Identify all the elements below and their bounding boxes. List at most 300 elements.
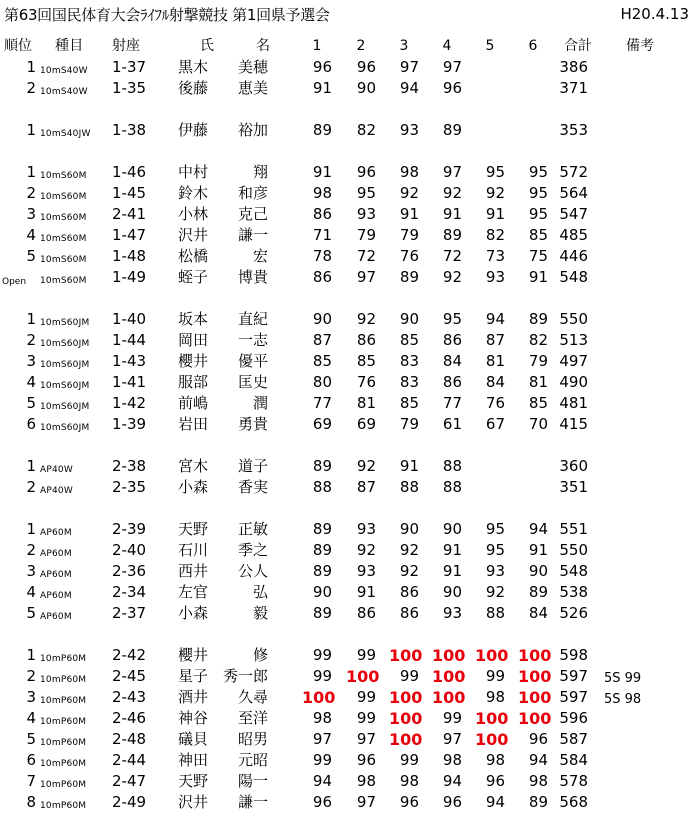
score-cell: 80 (312, 373, 332, 391)
name-family: 酒井 (178, 688, 209, 706)
score-cell: 79 (399, 226, 419, 244)
event-cell: 10mS60JM (40, 318, 90, 328)
total-cell: 564 (559, 184, 588, 202)
event-cell: 10mS40JW (40, 129, 91, 139)
rank-cell: 6 (26, 751, 36, 769)
name-family: 小森 (178, 604, 209, 622)
rank-cell: 5 (26, 394, 36, 412)
score-cell: 91 (485, 205, 505, 223)
total-cell: 550 (559, 541, 588, 559)
name-given: 久尋 (237, 688, 268, 706)
score-cell: 100 (389, 646, 423, 665)
rank-cell: 4 (26, 373, 36, 391)
score-cell: 91 (312, 163, 332, 181)
slot-cell: 1-35 (112, 79, 147, 97)
score-cell: 91 (528, 268, 548, 286)
score-cell: 79 (399, 415, 419, 433)
score-cell: 93 (356, 520, 376, 538)
total-cell: 551 (559, 520, 588, 538)
score-cell: 81 (485, 352, 505, 370)
rank-cell: 4 (26, 709, 36, 727)
score-cell: 73 (485, 247, 505, 265)
rank-cell: 2 (26, 79, 36, 97)
score-cell: 92 (399, 562, 419, 580)
score-cell: 89 (442, 226, 462, 244)
header-series-3: 3 (399, 38, 409, 54)
rank-cell: 1 (26, 163, 36, 181)
name-family: 中村 (178, 163, 209, 181)
group-spacer (0, 624, 693, 645)
name-family: 岡田 (178, 331, 209, 349)
slot-cell: 2-38 (112, 457, 147, 475)
name-cell (178, 269, 268, 286)
name-family: 岩田 (178, 415, 209, 433)
name-family: 沢井 (178, 226, 209, 244)
slot-cell: 1-46 (112, 163, 147, 181)
score-cell: 99 (399, 751, 419, 769)
score-cell: 99 (312, 646, 332, 664)
score-cell: 88 (442, 457, 462, 475)
name-cell (178, 479, 268, 496)
table-row (0, 603, 693, 624)
event-cell: 10mS40W (40, 87, 88, 97)
score-cell: 100 (432, 688, 466, 707)
score-cell: 91 (442, 562, 462, 580)
total-cell: 548 (559, 562, 588, 580)
score-cell: 99 (312, 667, 332, 685)
score-cell: 86 (312, 268, 332, 286)
name-cell (178, 773, 268, 790)
total-cell: 547 (559, 205, 588, 223)
score-cell: 87 (485, 331, 505, 349)
table-row (0, 540, 693, 561)
total-cell: 568 (559, 793, 588, 811)
name-cell (178, 794, 268, 811)
score-cell: 91 (399, 205, 419, 223)
score-cell: 89 (312, 520, 332, 538)
total-cell: 584 (559, 751, 588, 769)
score-cell: 87 (312, 331, 332, 349)
rank-cell: 3 (26, 562, 36, 580)
name-cell (178, 206, 268, 223)
table-row (0, 666, 693, 687)
score-cell: 99 (312, 751, 332, 769)
score-cell: 99 (356, 709, 376, 727)
table-row (0, 645, 693, 666)
event-cell: AP60M (40, 612, 72, 622)
table-row (0, 750, 693, 771)
name-cell (178, 80, 268, 97)
slot-cell: 1-48 (112, 247, 147, 265)
score-cell: 92 (356, 457, 376, 475)
score-cell: 85 (528, 226, 548, 244)
event-cell: 10mS60M (40, 234, 87, 244)
score-cell: 94 (528, 520, 548, 538)
score-cell: 98 (312, 709, 332, 727)
name-family: 松橋 (178, 247, 209, 265)
score-cell: 94 (399, 79, 419, 97)
total-cell: 526 (559, 604, 588, 622)
total-cell: 587 (559, 730, 588, 748)
score-cell: 85 (312, 352, 332, 370)
name-family: 黒木 (178, 58, 209, 76)
name-family: 後藤 (178, 79, 209, 97)
score-cell: 85 (399, 394, 419, 412)
score-cell: 89 (528, 583, 548, 601)
header-name-given: 名 (256, 38, 270, 54)
rank-cell: 5 (26, 604, 36, 622)
header-series-5: 5 (485, 38, 495, 54)
score-cell: 88 (442, 478, 462, 496)
table-row (0, 351, 693, 372)
table-row (0, 372, 693, 393)
total-cell: 371 (559, 79, 588, 97)
score-cell: 76 (485, 394, 505, 412)
slot-cell: 2-41 (112, 205, 147, 223)
score-cell: 83 (399, 373, 419, 391)
score-cell: 92 (442, 268, 462, 286)
rank-cell: 2 (26, 541, 36, 559)
total-cell: 596 (559, 709, 588, 727)
name-given: 直紀 (237, 310, 268, 328)
name-family: 櫻井 (178, 646, 209, 664)
name-given: 翔 (252, 163, 268, 181)
score-cell: 94 (485, 310, 505, 328)
score-cell: 93 (442, 604, 462, 622)
name-given: 道子 (237, 457, 268, 475)
score-cell: 78 (312, 247, 332, 265)
score-cell: 91 (399, 457, 419, 475)
rank-cell: 5 (26, 247, 36, 265)
score-cell: 100 (302, 688, 336, 707)
header-rank: 順位 (4, 38, 32, 54)
score-cell: 100 (389, 730, 423, 749)
header-note: 備考 (626, 38, 654, 54)
score-cell: 95 (356, 184, 376, 202)
event-cell: 10mS60JM (40, 339, 90, 349)
score-cell: 75 (528, 247, 548, 265)
event-cell: AP40W (40, 486, 73, 496)
score-cell: 88 (485, 604, 505, 622)
score-cell: 95 (528, 184, 548, 202)
rank-cell: Open (2, 277, 27, 287)
score-cell: 91 (442, 541, 462, 559)
event-cell: 10mP60M (40, 759, 87, 769)
table-row (0, 687, 693, 708)
event-date: H20.4.13 (620, 5, 689, 23)
score-cell: 91 (442, 205, 462, 223)
score-cell: 100 (389, 688, 423, 707)
score-cell: 99 (356, 646, 376, 664)
score-cell: 96 (528, 730, 548, 748)
score-cell: 95 (485, 541, 505, 559)
name-given: 和彦 (237, 184, 268, 202)
event-cell: 10mP60M (40, 675, 87, 685)
score-cell: 92 (485, 583, 505, 601)
name-family: 前嶋 (178, 394, 209, 412)
score-cell: 96 (442, 793, 462, 811)
event-cell: AP60M (40, 528, 72, 538)
score-cell: 94 (528, 751, 548, 769)
table-row (0, 330, 693, 351)
table-row (0, 120, 693, 141)
name-cell (178, 647, 268, 664)
score-cell: 99 (485, 667, 505, 685)
score-cell: 100 (518, 667, 552, 686)
score-cell: 82 (485, 226, 505, 244)
score-cell: 77 (442, 394, 462, 412)
score-cell: 61 (442, 415, 462, 433)
name-cell (178, 542, 268, 559)
score-cell: 72 (442, 247, 462, 265)
event-cell: 10mS60M (40, 171, 87, 181)
event-cell: 10mP60M (40, 654, 87, 664)
table-row (0, 519, 693, 540)
score-cell: 93 (356, 562, 376, 580)
rank-cell: 6 (26, 415, 36, 433)
name-given: 一志 (237, 331, 268, 349)
score-cell: 95 (485, 163, 505, 181)
group-spacer (0, 498, 693, 519)
total-cell: 351 (559, 478, 588, 496)
score-cell: 92 (356, 541, 376, 559)
event-cell: 10mP60M (40, 696, 87, 706)
table-row (0, 225, 693, 246)
score-cell: 95 (442, 310, 462, 328)
name-family: 石川 (178, 541, 209, 559)
rank-cell: 4 (26, 583, 36, 601)
rank-cell: 1 (26, 457, 36, 475)
table-row (0, 561, 693, 582)
rank-cell: 5 (26, 730, 36, 748)
name-cell (178, 668, 268, 685)
score-cell: 97 (356, 268, 376, 286)
score-cell: 100 (475, 709, 509, 728)
group-spacer (0, 99, 693, 120)
name-given: 季之 (237, 541, 268, 559)
name-cell (178, 353, 268, 370)
name-family: 宮木 (178, 457, 209, 475)
score-cell: 95 (528, 205, 548, 223)
score-cell: 86 (442, 373, 462, 391)
name-family: 神谷 (178, 709, 209, 727)
total-cell: 598 (559, 646, 588, 664)
score-cell: 98 (528, 772, 548, 790)
name-family: 櫻井 (178, 352, 209, 370)
slot-cell: 1-43 (112, 352, 147, 370)
name-family: 礒貝 (178, 730, 209, 748)
score-cell: 72 (356, 247, 376, 265)
event-cell: 10mS60M (40, 276, 87, 286)
table-row (0, 708, 693, 729)
slot-cell: 2-48 (112, 730, 147, 748)
name-family: 伊藤 (178, 121, 209, 139)
total-cell: 481 (559, 394, 588, 412)
score-cell: 97 (442, 58, 462, 76)
score-cell: 96 (356, 751, 376, 769)
rank-cell: 2 (26, 184, 36, 202)
score-cell: 89 (528, 793, 548, 811)
score-cell: 85 (356, 352, 376, 370)
rank-cell: 2 (26, 478, 36, 496)
slot-cell: 2-37 (112, 604, 147, 622)
slot-cell: 1-39 (112, 415, 147, 433)
name-family: 天野 (178, 520, 209, 538)
event-cell: 10mS60JM (40, 402, 90, 412)
total-cell: 597 (559, 688, 588, 706)
name-given: 恵美 (237, 79, 268, 97)
table-row (0, 729, 693, 750)
score-cell: 76 (356, 373, 376, 391)
name-given: 毅 (252, 604, 268, 622)
event-cell: 10mS60JM (40, 423, 90, 433)
score-cell: 96 (356, 58, 376, 76)
header-series-4: 4 (442, 38, 452, 54)
score-cell: 81 (356, 394, 376, 412)
name-given: 至洋 (237, 709, 268, 727)
score-cell: 100 (346, 667, 380, 686)
score-cell: 96 (485, 772, 505, 790)
score-cell: 86 (312, 205, 332, 223)
score-cell: 91 (312, 79, 332, 97)
slot-cell: 1-37 (112, 58, 147, 76)
score-cell: 76 (399, 247, 419, 265)
name-family: 左官 (178, 583, 209, 601)
name-family: 服部 (178, 373, 209, 391)
table-row (0, 162, 693, 183)
score-cell: 97 (356, 730, 376, 748)
score-cell: 82 (528, 331, 548, 349)
table-row (0, 582, 693, 603)
score-cell: 90 (442, 520, 462, 538)
slot-cell: 2-36 (112, 562, 147, 580)
score-cell: 92 (399, 541, 419, 559)
event-cell: 10mS60JM (40, 360, 90, 370)
table-row (0, 393, 693, 414)
rank-cell: 3 (26, 352, 36, 370)
name-cell (178, 332, 268, 349)
results-table (0, 36, 693, 813)
name-given: 陽一 (237, 772, 268, 790)
event-cell: AP60M (40, 570, 72, 580)
score-cell: 88 (399, 478, 419, 496)
slot-cell: 1-49 (112, 268, 147, 286)
total-cell: 415 (559, 415, 588, 433)
name-cell (178, 395, 268, 412)
score-cell: 96 (399, 793, 419, 811)
score-cell: 90 (399, 310, 419, 328)
name-cell (178, 122, 268, 139)
note-cell: 5S 98 (604, 692, 642, 707)
name-given: 博貴 (237, 268, 268, 286)
total-cell: 538 (559, 583, 588, 601)
score-cell: 99 (356, 688, 376, 706)
name-given: 勇貴 (237, 415, 268, 433)
score-cell: 84 (528, 604, 548, 622)
note-cell: 5S 99 (604, 671, 642, 686)
table-row (0, 456, 693, 477)
score-cell: 94 (442, 772, 462, 790)
score-cell: 89 (312, 604, 332, 622)
score-cell: 100 (432, 667, 466, 686)
score-cell: 84 (485, 373, 505, 391)
event-cell: 10mP60M (40, 780, 87, 790)
score-cell: 94 (485, 793, 505, 811)
total-cell: 485 (559, 226, 588, 244)
score-cell: 89 (312, 121, 332, 139)
score-cell: 95 (528, 163, 548, 181)
score-cell: 86 (442, 331, 462, 349)
score-cell: 79 (356, 226, 376, 244)
header-series-1: 1 (312, 38, 322, 54)
header-series-2: 2 (356, 38, 366, 54)
slot-cell: 2-49 (112, 793, 147, 811)
score-cell: 96 (312, 793, 332, 811)
score-cell: 93 (399, 121, 419, 139)
table-row (0, 771, 693, 792)
name-cell (178, 605, 268, 622)
score-cell: 97 (442, 163, 462, 181)
score-cell: 84 (442, 352, 462, 370)
group-spacer (0, 288, 693, 309)
header-slot: 射座 (112, 38, 140, 54)
slot-cell: 2-39 (112, 520, 147, 538)
score-cell: 96 (442, 79, 462, 97)
score-cell: 79 (528, 352, 548, 370)
slot-cell: 2-34 (112, 583, 147, 601)
rank-cell: 1 (26, 58, 36, 76)
score-cell: 90 (399, 520, 419, 538)
score-cell: 100 (432, 646, 466, 665)
table-row (0, 792, 693, 813)
slot-cell: 1-45 (112, 184, 147, 202)
score-cell: 98 (399, 163, 419, 181)
score-cell: 87 (356, 478, 376, 496)
name-cell (178, 185, 268, 202)
rank-cell: 3 (26, 205, 36, 223)
page-title: 第63回国民体育大会ﾗｲﾌﾙ射撃競技 第1回県予選会 (4, 6, 330, 24)
name-cell (178, 563, 268, 580)
table-header (0, 36, 693, 57)
score-cell: 71 (312, 226, 332, 244)
total-cell: 446 (559, 247, 588, 265)
score-cell: 83 (399, 352, 419, 370)
event-cell: 10mS60JM (40, 381, 90, 391)
total-cell: 360 (559, 457, 588, 475)
event-cell: AP60M (40, 549, 72, 559)
name-cell (178, 584, 268, 601)
group-spacer (0, 141, 693, 162)
event-cell: 10mS40W (40, 66, 88, 76)
score-cell: 70 (528, 415, 548, 433)
slot-cell: 2-47 (112, 772, 147, 790)
table-row (0, 57, 693, 78)
total-cell: 572 (559, 163, 588, 181)
score-cell: 90 (356, 79, 376, 97)
score-cell: 86 (356, 331, 376, 349)
score-cell: 91 (356, 583, 376, 601)
score-cell: 98 (356, 772, 376, 790)
name-given: 正敏 (237, 520, 268, 538)
score-cell: 93 (485, 268, 505, 286)
slot-cell: 2-42 (112, 646, 147, 664)
slot-cell: 1-38 (112, 121, 147, 139)
score-cell: 96 (356, 163, 376, 181)
name-cell (178, 374, 268, 391)
rank-cell: 7 (26, 772, 36, 790)
table-row (0, 309, 693, 330)
name-given: 昭男 (237, 730, 268, 748)
